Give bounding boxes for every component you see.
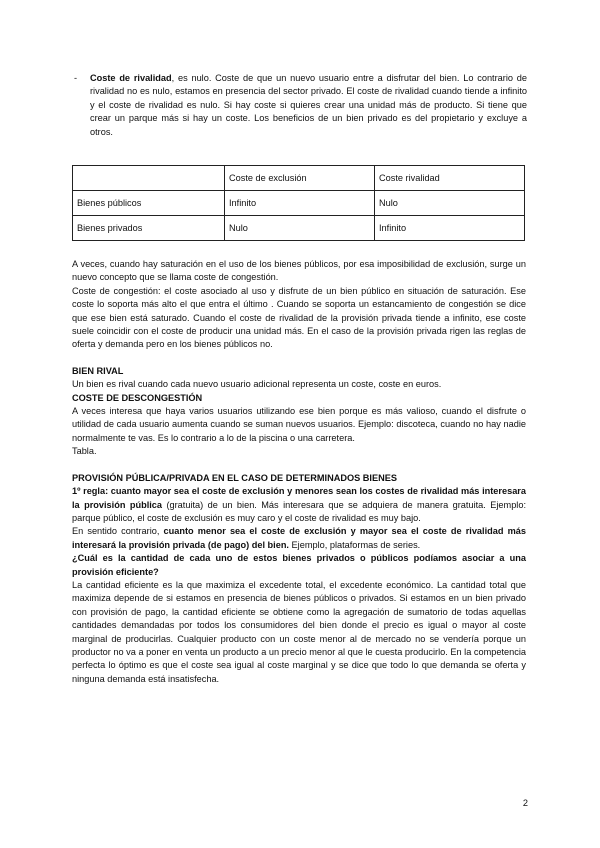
table-cell: Bienes privados bbox=[73, 216, 225, 241]
table-header-cell: Coste rivalidad bbox=[375, 166, 525, 191]
bullet-paragraph bbox=[74, 72, 528, 139]
page-number: 2 bbox=[522, 798, 528, 808]
main-text bbox=[72, 258, 526, 686]
table-cell: Nulo bbox=[225, 216, 375, 241]
table-cell: Bienes públicos bbox=[73, 191, 225, 216]
paragraph: Coste de congestión: el coste asociado al uso y disfrute de un bien público en situación de saturación. Ese coste lo soporta más alto el que entra el último . Cuando se soporta un estancamiento de congestión se dice que ese bien está saturado. Cuando el coste de rivalidad de la provisión privada tiende a infinito, ese coste suele coincidir con el coste de producir una unidad más. En el caso de la provisión privada rigen las reglas de oferta y demanda pero en los bienes públicos no. bbox=[72, 285, 526, 350]
table-cell: Nulo bbox=[375, 191, 525, 216]
heading-provision: PROVISIÓN PÚBLICA/PRIVADA EN EL CASO DE DETERMINADOS BIENES bbox=[72, 472, 398, 483]
paragraph: A veces, cuando hay saturación en el uso de los bienes públicos, por esa imposibilidad de exclusión, surge un nuevo concepto que se llama coste de congestión. bbox=[72, 259, 526, 283]
table-header-row bbox=[73, 166, 525, 191]
bullet-term: Coste de rivalidad bbox=[90, 73, 172, 83]
table-row bbox=[73, 191, 525, 216]
cost-table bbox=[72, 165, 525, 241]
paragraph: En sentido contrario, cuanto menor sea el coste de exclusión y mayor sea el coste de rivalidad más interesará la provisión privada (de pago) del bien. Ejemplo, plataformas de series. bbox=[72, 526, 526, 550]
table-header-cell: Coste de exclusión bbox=[225, 166, 375, 191]
table-cell: Infinito bbox=[375, 216, 525, 241]
bullet-text: , es nulo. Coste de que un nuevo usuario entre a disfrutar del bien. Lo contrario de rivalidad no es nulo, estamos en presencia del sector privado. El coste de rivalidad cuando tiende a infinito y el coste de rivalidad es nulo. Si hay coste si quieres crear una unidad más de producto. Si tiene que crear un parque más si hay un coste. Los beneficios de un bien privado es del propietario y excluye a otros. bbox=[90, 73, 528, 137]
bullet-dash: - bbox=[74, 73, 78, 83]
paragraph: A veces interesa que haya varios usuarios utilizando ese bien porque es más valioso, cuando el disfrute o utilidad de cada usuario aumenta cuando se suman nuevos usuarios. Ejemplo: discoteca, cuando no hay nadie normalmente te vas. Es lo contrario a lo de la piscina o una carretera. bbox=[72, 406, 526, 443]
table-cell: Infinito bbox=[225, 191, 375, 216]
paragraph: Un bien es rival cuando cada nuevo usuario adicional representa un coste, coste en euros. bbox=[72, 379, 442, 390]
paragraph: 1º regla: cuanto mayor sea el coste de exclusión y menores sean los costes de rivalidad más interesara la provisión pública (gratuita) de un bien. Más interesara que se adquiera de manera gratuita. Ejemplo: parque público, el coste de exclusión es muy caro y el coste de rivalidad es muy bajo. bbox=[72, 486, 527, 523]
heading-bien-rival: BIEN RIVAL bbox=[72, 365, 124, 376]
paragraph: La cantidad eficiente es la que maximiza el excedente total, el excedente económico. La cantidad total que maximiza depende de si estamos en presencia de bienes públicos o privados. Si estamos en un bien privado con provisión de pago, la cantidad eficiente se obtiene como la agregación de sumatorio de todas aquellas cantidades demandadas por todos los consumidores del bien donde el precio es igual o mayor al coste marginal de producirlas. Cualquier producto con un coste menor al de mercado no se vendería porque un productor no va a poner en venta un producto a un precio menor al que le cuesta producirlo. En la competencia perfecta lo óptimo es que el coste sea igual al coste marginal y se dice que todo lo que demanda se oferta y ninguna demanda está insatisfecha. bbox=[72, 579, 526, 684]
paragraph: Tabla. bbox=[72, 446, 97, 457]
table-row bbox=[73, 216, 525, 241]
question: ¿Cuál es la cantidad de cada uno de estos bienes privados o públicos podíamos asociar a una provisión eficiente? bbox=[72, 553, 526, 577]
heading-coste-descongestion: COSTE DE DESCONGESTIÓN bbox=[72, 392, 203, 403]
table-header-cell bbox=[73, 166, 225, 191]
